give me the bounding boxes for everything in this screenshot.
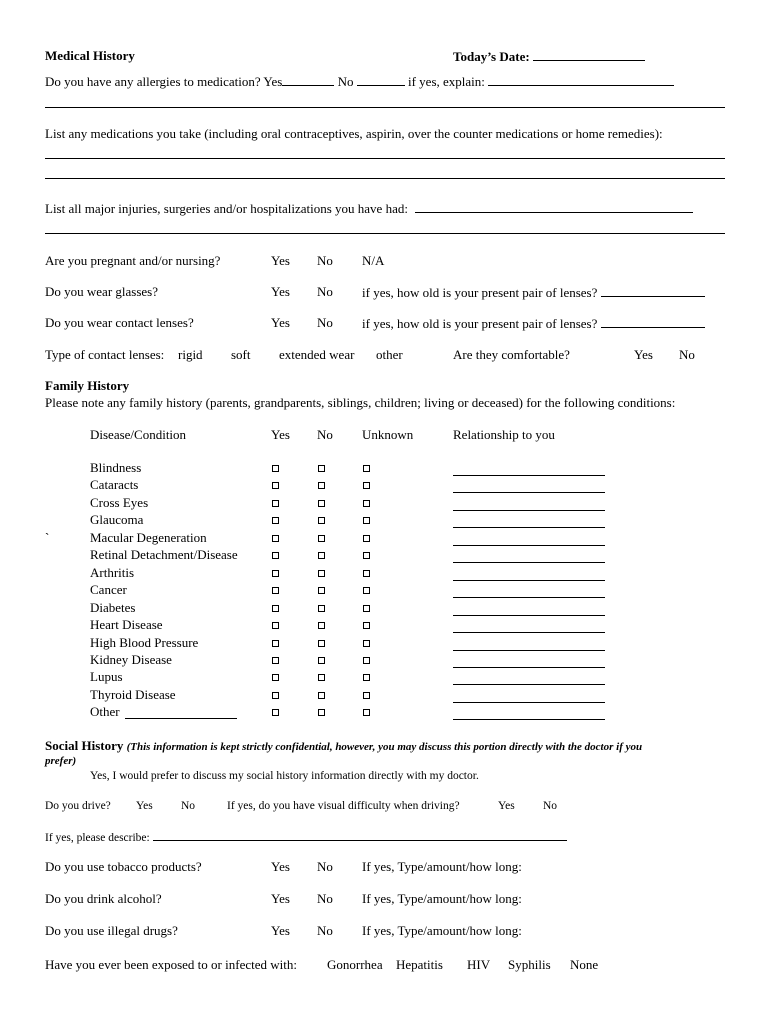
- checkbox-unknown[interactable]: [363, 535, 370, 542]
- drugs-yes[interactable]: Yes: [271, 923, 290, 938]
- checkbox-no[interactable]: [318, 465, 325, 472]
- checkbox-no[interactable]: [318, 482, 325, 489]
- relationship-field[interactable]: [453, 510, 605, 511]
- condition-label: Diabetes: [90, 600, 136, 615]
- checkbox-no[interactable]: [318, 500, 325, 507]
- visual-difficulty-yes[interactable]: Yes: [498, 800, 515, 812]
- pregnant-question: Are you pregnant and/or nursing?: [45, 253, 221, 268]
- checkbox-unknown[interactable]: [363, 500, 370, 507]
- checkbox-yes[interactable]: [272, 482, 279, 489]
- alcohol-no[interactable]: No: [317, 891, 333, 906]
- exposure-none[interactable]: None: [570, 957, 599, 972]
- todays-date-label: Today’s Date:: [453, 48, 645, 65]
- stray-mark: `: [45, 530, 50, 545]
- glasses-yes[interactable]: Yes: [271, 284, 290, 299]
- checkbox-no[interactable]: [318, 622, 325, 629]
- visual-difficulty-question: If yes, do you have visual difficulty when driving?: [227, 800, 460, 812]
- condition-label: Arthritis: [90, 565, 135, 580]
- pregnant-na[interactable]: N/A: [362, 253, 385, 268]
- injuries-row: List all major injuries, surgeries and/or hospitalizations you have had:: [45, 200, 693, 217]
- checkbox-yes[interactable]: [272, 517, 279, 524]
- condition-label: High Blood Pressure: [90, 635, 199, 650]
- relationship-field[interactable]: [453, 615, 605, 616]
- relationship-field[interactable]: [453, 719, 605, 720]
- header-condition: Disease/Condition: [90, 427, 187, 442]
- checkbox-yes[interactable]: [272, 500, 279, 507]
- checkbox-no[interactable]: [318, 517, 325, 524]
- drive-question: Do you drive?: [45, 800, 111, 812]
- family-history-title: Family History: [45, 378, 130, 393]
- header-unknown: Unknown: [362, 427, 414, 442]
- relationship-field[interactable]: [453, 580, 605, 581]
- drugs-question: Do you use illegal drugs?: [45, 923, 178, 938]
- family-history-instruction: Please note any family history (parents, grandparents, siblings, children; living or deceased) for the following conditions:: [45, 395, 676, 410]
- relationship-field[interactable]: [453, 597, 605, 598]
- checkbox-unknown[interactable]: [363, 570, 370, 577]
- lens-type-extended[interactable]: extended wear: [279, 347, 355, 362]
- checkbox-yes[interactable]: [272, 657, 279, 664]
- drive-yes[interactable]: Yes: [136, 800, 153, 812]
- relationship-field[interactable]: [453, 527, 605, 528]
- checkbox-no[interactable]: [318, 605, 325, 612]
- condition-label: Cataracts: [90, 477, 139, 492]
- visual-difficulty-no[interactable]: No: [543, 800, 558, 812]
- condition-label: Thyroid Disease: [90, 687, 176, 702]
- checkbox-yes[interactable]: [272, 570, 279, 577]
- describe-field[interactable]: [153, 828, 567, 841]
- relationship-field[interactable]: [453, 667, 605, 668]
- drugs-details: If yes, Type/amount/how long:: [362, 923, 522, 938]
- condition-label: Other: [90, 704, 120, 719]
- allergies-line[interactable]: [45, 107, 725, 108]
- glasses-no[interactable]: No: [317, 284, 333, 299]
- relationship-field[interactable]: [453, 684, 605, 685]
- checkbox-unknown[interactable]: [363, 482, 370, 489]
- social-history-note-cont: prefer): [45, 755, 77, 767]
- checkbox-no[interactable]: [318, 552, 325, 559]
- exposure-question: Have you ever been exposed to or infected with:: [45, 957, 297, 972]
- other-condition-field[interactable]: [125, 706, 237, 719]
- condition-label: Heart Disease: [90, 617, 163, 632]
- checkbox-unknown[interactable]: [363, 517, 370, 524]
- contacts-no[interactable]: No: [317, 315, 333, 330]
- checkbox-no[interactable]: [318, 692, 325, 699]
- allergies-no-field[interactable]: [357, 73, 405, 86]
- tobacco-yes[interactable]: Yes: [271, 859, 290, 874]
- exposure-gonorrhea[interactable]: Gonorrhea: [327, 957, 383, 972]
- condition-label: Cancer: [90, 582, 127, 597]
- glasses-question: Do you wear glasses?: [45, 284, 158, 299]
- todays-date-field[interactable]: [533, 48, 645, 61]
- relationship-field[interactable]: [453, 545, 605, 546]
- alcohol-yes[interactable]: Yes: [271, 891, 290, 906]
- checkbox-no[interactable]: [318, 640, 325, 647]
- contacts-question: Do you wear contact lenses?: [45, 315, 194, 330]
- checkbox-yes[interactable]: [272, 640, 279, 647]
- injuries-field[interactable]: [415, 200, 693, 213]
- checkbox-yes[interactable]: [272, 709, 279, 716]
- checkbox-no[interactable]: [318, 709, 325, 716]
- checkbox-unknown[interactable]: [363, 657, 370, 664]
- exposure-syphilis[interactable]: Syphilis: [508, 957, 551, 972]
- relationship-field[interactable]: [453, 492, 605, 493]
- checkbox-yes[interactable]: [272, 605, 279, 612]
- header-no: No: [317, 427, 333, 442]
- checkbox-yes[interactable]: [272, 552, 279, 559]
- condition-label: Cross Eyes: [90, 495, 149, 510]
- lens-type-other[interactable]: other: [376, 347, 403, 362]
- glasses-age-field[interactable]: [601, 284, 705, 297]
- relationship-field[interactable]: [453, 475, 605, 476]
- checkbox-yes[interactable]: [272, 674, 279, 681]
- checkbox-unknown[interactable]: [363, 692, 370, 699]
- checkbox-unknown[interactable]: [363, 709, 370, 716]
- relationship-field[interactable]: [453, 650, 605, 651]
- describe-row: If yes, please describe:: [45, 828, 567, 846]
- checkbox-yes[interactable]: [272, 622, 279, 629]
- checkbox-no[interactable]: [318, 535, 325, 542]
- checkbox-unknown[interactable]: [363, 622, 370, 629]
- exposure-hepatitis[interactable]: Hepatitis: [396, 957, 443, 972]
- lens-type-soft[interactable]: soft: [231, 347, 251, 362]
- allergies-row: Do you have any allergies to medication? Yes No if yes, explain:: [45, 73, 674, 90]
- contacts-age-row: if yes, how old is your present pair of lenses?: [362, 315, 705, 332]
- condition-label: Kidney Disease: [90, 652, 172, 667]
- header-yes: Yes: [271, 427, 290, 442]
- relationship-field[interactable]: [453, 562, 605, 563]
- medications-line-1[interactable]: [45, 158, 725, 159]
- checkbox-unknown[interactable]: [363, 640, 370, 647]
- allergies-explain-field[interactable]: [488, 73, 674, 86]
- relationship-field[interactable]: [453, 702, 605, 703]
- checkbox-yes[interactable]: [272, 465, 279, 472]
- checkbox-unknown[interactable]: [363, 552, 370, 559]
- social-history-title: Social History: [45, 738, 124, 753]
- checkbox-unknown[interactable]: [363, 587, 370, 594]
- prefer-discuss-option[interactable]: Yes, I would prefer to discuss my social history information directly with my doctor.: [90, 770, 479, 782]
- contacts-age-field[interactable]: [601, 315, 705, 328]
- alcohol-details: If yes, Type/amount/how long:: [362, 891, 522, 906]
- checkbox-yes[interactable]: [272, 535, 279, 542]
- glasses-age-row: if yes, how old is your present pair of lenses?: [362, 284, 705, 301]
- checkbox-no[interactable]: [318, 657, 325, 664]
- drive-no[interactable]: No: [181, 800, 196, 812]
- pregnant-no[interactable]: No: [317, 253, 333, 268]
- medical-history-title: Medical History: [45, 48, 135, 63]
- checkbox-yes[interactable]: [272, 587, 279, 594]
- lens-comfortable-yes[interactable]: Yes: [634, 347, 653, 362]
- lens-comfortable-no[interactable]: No: [679, 347, 695, 362]
- checkbox-no[interactable]: [318, 587, 325, 594]
- checkbox-yes[interactable]: [272, 692, 279, 699]
- lens-type-label: Type of contact lenses:: [45, 347, 165, 362]
- social-history-note: (This information is kept strictly confidential, however, you may discuss this portion directly with the doctor if you: [126, 741, 643, 753]
- checkbox-unknown[interactable]: [363, 674, 370, 681]
- pregnant-yes[interactable]: Yes: [271, 253, 290, 268]
- social-history-header: [45, 738, 642, 755]
- checkbox-no[interactable]: [318, 674, 325, 681]
- condition-label: Blindness: [90, 460, 142, 475]
- lens-comfortable-question: Are they comfortable?: [453, 347, 570, 362]
- medications-label: List any medications you take (including oral contraceptives, aspirin, over the counter medications or home remedies):: [45, 126, 663, 141]
- exposure-hiv[interactable]: HIV: [467, 957, 491, 972]
- allergies-yes-field[interactable]: [282, 73, 334, 86]
- checkbox-no[interactable]: [318, 570, 325, 577]
- tobacco-no[interactable]: No: [317, 859, 333, 874]
- relationship-field[interactable]: [453, 632, 605, 633]
- tobacco-details: If yes, Type/amount/how long:: [362, 859, 522, 874]
- condition-label: Lupus: [90, 669, 123, 684]
- condition-label: Glaucoma: [90, 512, 144, 527]
- injuries-line[interactable]: [45, 233, 725, 234]
- header-relationship: Relationship to you: [453, 427, 555, 442]
- alcohol-question: Do you drink alcohol?: [45, 891, 162, 906]
- checkbox-unknown[interactable]: [363, 465, 370, 472]
- checkbox-unknown[interactable]: [363, 605, 370, 612]
- contacts-yes[interactable]: Yes: [271, 315, 290, 330]
- condition-label: Retinal Detachment/Disease: [90, 547, 238, 562]
- medications-line-2[interactable]: [45, 178, 725, 179]
- lens-type-rigid[interactable]: rigid: [178, 347, 203, 362]
- drugs-no[interactable]: No: [317, 923, 333, 938]
- condition-label: Macular Degeneration: [90, 530, 207, 545]
- tobacco-question: Do you use tobacco products?: [45, 859, 202, 874]
